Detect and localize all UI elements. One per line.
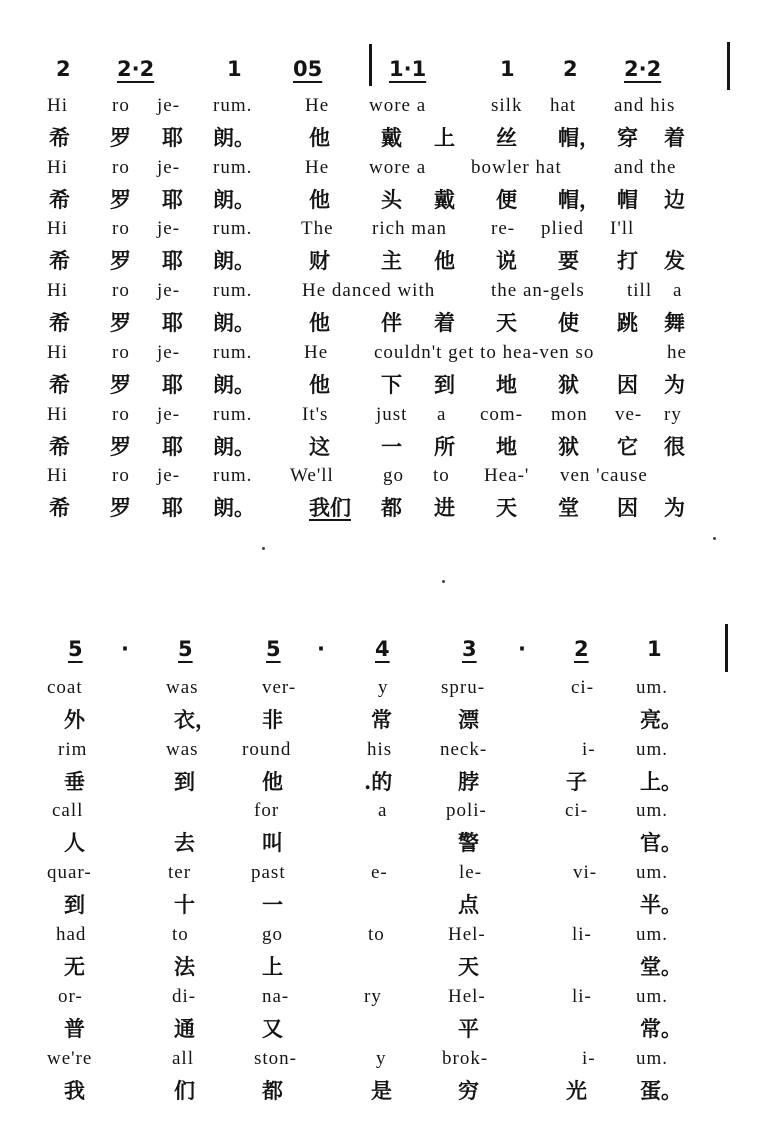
lyric-char: 使 xyxy=(558,310,579,335)
lyric-char: 他 xyxy=(309,310,330,335)
lyric-word: wore a xyxy=(369,95,427,116)
lyric-char: 罗 xyxy=(110,495,131,520)
lyric-word: Hi xyxy=(47,157,68,178)
lyric-char: 上 xyxy=(434,125,455,150)
lyric-char: 朗。 xyxy=(213,187,255,212)
lyric-word: ci- xyxy=(565,800,589,821)
lyric-word: je- xyxy=(157,465,181,486)
lyric-word: We'll xyxy=(290,465,334,486)
lyric-char: 因 xyxy=(617,495,638,520)
lyric-word: ro xyxy=(112,95,130,116)
note: 5 xyxy=(68,637,83,661)
lyric-char: 罗 xyxy=(110,187,131,212)
lyric-word: mon xyxy=(551,404,588,425)
lyric-char: 主 xyxy=(381,248,402,273)
lyric-char: 人 xyxy=(64,830,85,855)
barline xyxy=(369,44,372,86)
lyric-word: rich man xyxy=(372,218,448,239)
lyric-char: 们 xyxy=(174,1078,195,1103)
lyric-char: 朗。 xyxy=(213,310,255,335)
lyric-line-zh xyxy=(0,1076,772,1107)
lyric-char: 他 xyxy=(309,372,330,397)
note: 05 xyxy=(293,57,323,81)
lyric-char: 去 xyxy=(174,830,195,855)
lyric-char: 财 xyxy=(309,248,330,273)
lyric-word: a xyxy=(378,800,388,821)
lyric-line-en xyxy=(0,674,772,705)
lyric-word: ve- xyxy=(615,404,643,425)
lyric-char: 我 xyxy=(64,1078,85,1103)
lyric-char: 半。 xyxy=(640,892,682,917)
lyric-char: 脖 xyxy=(458,769,479,794)
lyric-char: 常 xyxy=(371,707,392,732)
lyric-word: had xyxy=(56,924,87,945)
lyric-word: ro xyxy=(112,280,130,301)
lyric-line-en xyxy=(0,1045,772,1076)
note: 2 xyxy=(56,57,71,81)
note: · xyxy=(317,637,325,661)
lyric-word: rum. xyxy=(213,404,253,425)
lyric-word: go xyxy=(383,465,404,486)
lyric-word: um. xyxy=(636,924,669,945)
lyric-word: his xyxy=(367,739,393,760)
lyric-char: 这 xyxy=(309,434,330,459)
lyric-char: 叫 xyxy=(262,830,283,855)
lyric-char: 戴 xyxy=(381,125,402,150)
system-2 xyxy=(0,600,772,1130)
lyric-char: 蛋。 xyxy=(640,1078,682,1103)
note: 2·2 xyxy=(117,57,155,81)
note: 1 xyxy=(647,637,662,661)
lyric-line-zh xyxy=(0,767,772,798)
lyric-char: 堂。 xyxy=(640,954,682,979)
lyric-char: 亮。 xyxy=(640,707,682,732)
lyric-word: to xyxy=(368,924,385,945)
lyric-word: Hi xyxy=(47,280,68,301)
lyric-word: go xyxy=(262,924,283,945)
lyric-word: di- xyxy=(172,986,197,1007)
lyric-char: 朗。 xyxy=(213,125,255,150)
lyric-char: 耶 xyxy=(162,310,183,335)
lyric-word: vi- xyxy=(573,862,598,883)
lyric-word: je- xyxy=(157,95,181,116)
lyric-char: 朗。 xyxy=(213,248,255,273)
lyric-char: 无 xyxy=(64,954,85,979)
lyric-char: 着 xyxy=(434,310,455,335)
lyric-line-zh xyxy=(0,952,772,983)
lyric-char: 帽， xyxy=(558,125,600,150)
lyric-char: 他 xyxy=(262,769,283,794)
lyric-char: 因 xyxy=(617,372,638,397)
lyric-char: 舞 xyxy=(664,310,685,335)
lyric-word: je- xyxy=(157,404,181,425)
lyric-word: He xyxy=(305,157,330,178)
lyric-word: um. xyxy=(636,677,669,698)
lyric-line-en xyxy=(0,736,772,767)
lyric-char: 耶 xyxy=(162,495,183,520)
lyric-line-zh xyxy=(0,246,772,277)
lyric-char: 都 xyxy=(262,1078,283,1103)
lyric-word: I'll xyxy=(610,218,635,239)
lyric-word: y xyxy=(378,677,389,698)
lyric-char: 为 xyxy=(664,372,685,397)
lyric-line-zh xyxy=(0,308,772,339)
lyric-char: 朗。 xyxy=(213,495,255,520)
lyric-word: ston- xyxy=(254,1048,297,1069)
lyric-word: It's xyxy=(302,404,329,425)
note: 2 xyxy=(574,637,589,661)
lyric-char: 他 xyxy=(309,187,330,212)
lyric-char: 狱 xyxy=(558,434,579,459)
lyric-char: 通 xyxy=(174,1016,195,1041)
lyric-word: ro xyxy=(112,404,130,425)
lyric-word: poli- xyxy=(446,800,487,821)
lyric-char: 为 xyxy=(664,495,685,520)
lyric-char: 狱 xyxy=(558,372,579,397)
lyric-word: Hi xyxy=(47,342,68,363)
barline-end xyxy=(725,624,728,672)
lyric-line-en xyxy=(0,983,772,1014)
lyric-char: 一 xyxy=(262,892,283,917)
lyric-word: i- xyxy=(582,1048,596,1069)
lyric-word: y xyxy=(376,1048,387,1069)
note: 5 xyxy=(178,637,193,661)
lyric-word: couldn't get to hea-ven so xyxy=(374,342,595,363)
lyric-word: He xyxy=(305,95,330,116)
lyric-char: 它 xyxy=(617,434,638,459)
lyric-char: 都 xyxy=(381,495,402,520)
lyric-char: 到 xyxy=(64,892,85,917)
lyric-line-en xyxy=(0,401,772,432)
lyric-word: ry xyxy=(364,986,382,1007)
lyric-char: 是 xyxy=(371,1078,392,1103)
lyric-word: hat xyxy=(550,95,577,116)
lyric-word: a xyxy=(437,404,447,425)
lyric-char: 罗 xyxy=(110,248,131,273)
notation-row-1 xyxy=(0,56,772,96)
lyric-char: 外 xyxy=(64,707,85,732)
lyric-word: ci- xyxy=(571,677,595,698)
lyric-word: for xyxy=(254,800,280,821)
lyric-word: all xyxy=(172,1048,194,1069)
lyric-line-en xyxy=(0,92,772,123)
lyric-char: 打 xyxy=(617,248,638,273)
lyric-char: 他 xyxy=(434,248,455,273)
lyric-word: um. xyxy=(636,1048,669,1069)
barline-end xyxy=(727,42,730,90)
lyric-word: bowler hat xyxy=(471,157,562,178)
lyric-word: rum. xyxy=(213,95,253,116)
lyric-char: 边 xyxy=(664,187,685,212)
lyric-char: 帽， xyxy=(558,187,600,212)
lyric-char: 官。 xyxy=(640,830,682,855)
lyric-char: 上 xyxy=(262,954,283,979)
lyric-char: 着 xyxy=(664,125,685,150)
lyric-line-en xyxy=(0,797,772,828)
lyric-char: 进 xyxy=(434,495,455,520)
lyric-word: rum. xyxy=(213,342,253,363)
lyric-word: um. xyxy=(636,739,669,760)
lyric-word: ry xyxy=(664,404,682,425)
lyric-char: 跳 xyxy=(617,310,638,335)
lyric-line-en xyxy=(0,462,772,493)
lyric-line-en xyxy=(0,154,772,185)
lyric-word: rim xyxy=(58,739,88,760)
print-speck xyxy=(713,537,716,540)
lyric-char: 发 xyxy=(664,248,685,273)
lyric-line-en xyxy=(0,277,772,308)
lyric-word: Hi xyxy=(47,95,68,116)
note: 1 xyxy=(227,57,242,81)
lyric-char: 头 xyxy=(381,187,402,212)
lyric-char: 耶 xyxy=(162,434,183,459)
lyric-char: 罗 xyxy=(110,310,131,335)
lyric-word: je- xyxy=(157,157,181,178)
lyric-char: 罗 xyxy=(110,434,131,459)
lyric-char: 耶 xyxy=(162,372,183,397)
note: 5 xyxy=(266,637,281,661)
lyric-word: wore a xyxy=(369,157,427,178)
lyric-word: silk xyxy=(491,95,523,116)
lyric-char: 光 xyxy=(566,1078,587,1103)
lyric-word: ter xyxy=(168,862,192,883)
lyric-word: um. xyxy=(636,800,669,821)
lyric-word: and the xyxy=(614,157,677,178)
lyric-line-zh xyxy=(0,493,772,524)
lyric-char: 希 xyxy=(49,372,70,397)
note: · xyxy=(518,637,526,661)
lyric-char: 希 xyxy=(49,434,70,459)
lyric-word: re- xyxy=(491,218,516,239)
lyric-word: The xyxy=(301,218,334,239)
lyric-char: 希 xyxy=(49,310,70,335)
note: 1 xyxy=(500,57,515,81)
lyric-word: Hea-' xyxy=(484,465,530,486)
lyric-line-en xyxy=(0,339,772,370)
lyric-line-en xyxy=(0,921,772,952)
lyric-line-zh xyxy=(0,705,772,736)
lyric-word: e- xyxy=(371,862,388,883)
lyric-char: 希 xyxy=(49,187,70,212)
lyric-char: 一 xyxy=(381,434,402,459)
lyric-word: um. xyxy=(636,862,669,883)
lyric-char: 非 xyxy=(262,707,283,732)
lyric-word: ro xyxy=(112,218,130,239)
lyric-line-en xyxy=(0,859,772,890)
lyric-char: 地 xyxy=(496,372,517,397)
note: 2 xyxy=(563,57,578,81)
lyric-char: 耶 xyxy=(162,187,183,212)
lyric-char: 又 xyxy=(262,1016,283,1041)
lyric-word: Hel- xyxy=(448,924,486,945)
lyric-char: 平 xyxy=(458,1016,479,1041)
lyric-char: 垂 xyxy=(64,769,85,794)
lyric-word: call xyxy=(52,800,84,821)
lyric-char: 到 xyxy=(174,769,195,794)
note: 3 xyxy=(462,637,477,661)
lyric-char: 上。 xyxy=(640,769,682,794)
lyric-line-zh xyxy=(0,890,772,921)
lyric-char: 法 xyxy=(174,954,195,979)
lyric-word: um. xyxy=(636,986,669,1007)
lyric-char: 天 xyxy=(458,954,479,979)
system-1 xyxy=(0,0,772,540)
lyric-char: 戴 xyxy=(434,187,455,212)
lyric-word: the an-gels xyxy=(491,280,585,301)
lyric-word: plied xyxy=(541,218,584,239)
lyric-char: 天 xyxy=(496,495,517,520)
lyric-word: ro xyxy=(112,465,130,486)
lyric-char: 子 xyxy=(566,769,587,794)
note: 2·2 xyxy=(624,57,662,81)
lyric-word: Hi xyxy=(47,218,68,239)
lyric-word: na- xyxy=(262,986,290,1007)
lyric-char: 常。 xyxy=(640,1016,682,1041)
lyric-word: to xyxy=(433,465,450,486)
print-speck xyxy=(442,580,445,583)
lyric-word: round xyxy=(242,739,292,760)
lyric-word: com- xyxy=(480,404,524,425)
lyric-char: 地 xyxy=(496,434,517,459)
lyric-word: rum. xyxy=(213,157,253,178)
lyric-word: ro xyxy=(112,342,130,363)
lyric-word: till xyxy=(627,280,653,301)
lyric-char: 便 xyxy=(496,187,517,212)
lyric-word: just xyxy=(376,404,408,425)
lyric-char: 希 xyxy=(49,248,70,273)
lyric-char: 丝 xyxy=(496,125,517,150)
lyric-word: was xyxy=(166,739,199,760)
lyric-line-zh xyxy=(0,123,772,154)
lyric-word: coat xyxy=(47,677,83,698)
lyric-word: je- xyxy=(157,218,181,239)
lyric-char: 很 xyxy=(664,434,685,459)
lyric-word: Hel- xyxy=(448,986,486,1007)
lyric-word: brok- xyxy=(442,1048,489,1069)
lyric-word: ro xyxy=(112,157,130,178)
note: 1·1 xyxy=(389,57,427,81)
lyric-word: ven 'cause xyxy=(560,465,648,486)
print-speck xyxy=(262,547,265,550)
lyric-char: 穿 xyxy=(617,125,638,150)
lyric-char: 说 xyxy=(496,248,517,273)
lyric-char: 堂 xyxy=(558,495,579,520)
lyric-word: rum. xyxy=(213,218,253,239)
lyric-line-zh xyxy=(0,1014,772,1045)
lyric-char: 朗。 xyxy=(213,372,255,397)
lyric-char: 罗 xyxy=(110,125,131,150)
lyric-word: to xyxy=(172,924,189,945)
lyric-char: 点 xyxy=(458,892,479,917)
lyric-word: Hi xyxy=(47,465,68,486)
lyric-word: i- xyxy=(582,739,596,760)
lyric-char: 伴 xyxy=(381,310,402,335)
lyric-word: li- xyxy=(572,986,592,1007)
lyric-line-zh xyxy=(0,432,772,463)
lyric-char: 下 xyxy=(381,372,402,397)
lyric-word: we're xyxy=(47,1048,93,1069)
lyric-char: 衣， xyxy=(174,707,216,732)
lyric-line-zh xyxy=(0,185,772,216)
lyric-word: neck- xyxy=(440,739,488,760)
lyric-char: 他 xyxy=(309,125,330,150)
lyric-word: and his xyxy=(614,95,676,116)
lyric-char: 希 xyxy=(49,125,70,150)
lyric-char: 穷 xyxy=(458,1078,479,1103)
lyric-word: he xyxy=(667,342,687,363)
lyric-word: le- xyxy=(459,862,483,883)
lyric-char: 耶 xyxy=(162,248,183,273)
lyric-char: 到 xyxy=(434,372,455,397)
lyric-word: or- xyxy=(58,986,83,1007)
lyric-word: je- xyxy=(157,280,181,301)
lyric-word: rum. xyxy=(213,280,253,301)
lyric-word: li- xyxy=(572,924,592,945)
lyric-line-zh xyxy=(0,828,772,859)
lyric-char: 十 xyxy=(174,892,195,917)
lyric-word: a xyxy=(673,280,683,301)
lyric-line-en xyxy=(0,215,772,246)
lyric-char: 天 xyxy=(496,310,517,335)
lyric-char: 漂 xyxy=(458,707,479,732)
lyric-char: 耶 xyxy=(162,125,183,150)
lyric-word: je- xyxy=(157,342,181,363)
lyric-char: .的 xyxy=(364,769,393,794)
lyric-char: 警 xyxy=(458,830,479,855)
note: · xyxy=(121,637,129,661)
lyric-word: ver- xyxy=(262,677,297,698)
lyric-word: Hi xyxy=(47,404,68,425)
lyric-char: 要 xyxy=(558,248,579,273)
note: 4 xyxy=(375,637,390,661)
lyric-word: past xyxy=(251,862,286,883)
lyric-char: 普 xyxy=(64,1016,85,1041)
lyric-char: 罗 xyxy=(110,372,131,397)
notation-row-2 xyxy=(0,636,772,676)
lyric-char: 帽 xyxy=(617,187,638,212)
lyric-char: 所 xyxy=(434,434,455,459)
lyric-char: 朗。 xyxy=(213,434,255,459)
lyric-line-zh xyxy=(0,370,772,401)
lyric-word: quar- xyxy=(47,862,92,883)
lyric-char: 希 xyxy=(49,495,70,520)
lyric-word: rum. xyxy=(213,465,253,486)
lyric-word: He xyxy=(304,342,329,363)
lyric-word: spru- xyxy=(441,677,486,698)
lyric-word: was xyxy=(166,677,199,698)
lyric-char: 我们 xyxy=(309,495,351,520)
lyric-word: He danced with xyxy=(302,280,436,301)
